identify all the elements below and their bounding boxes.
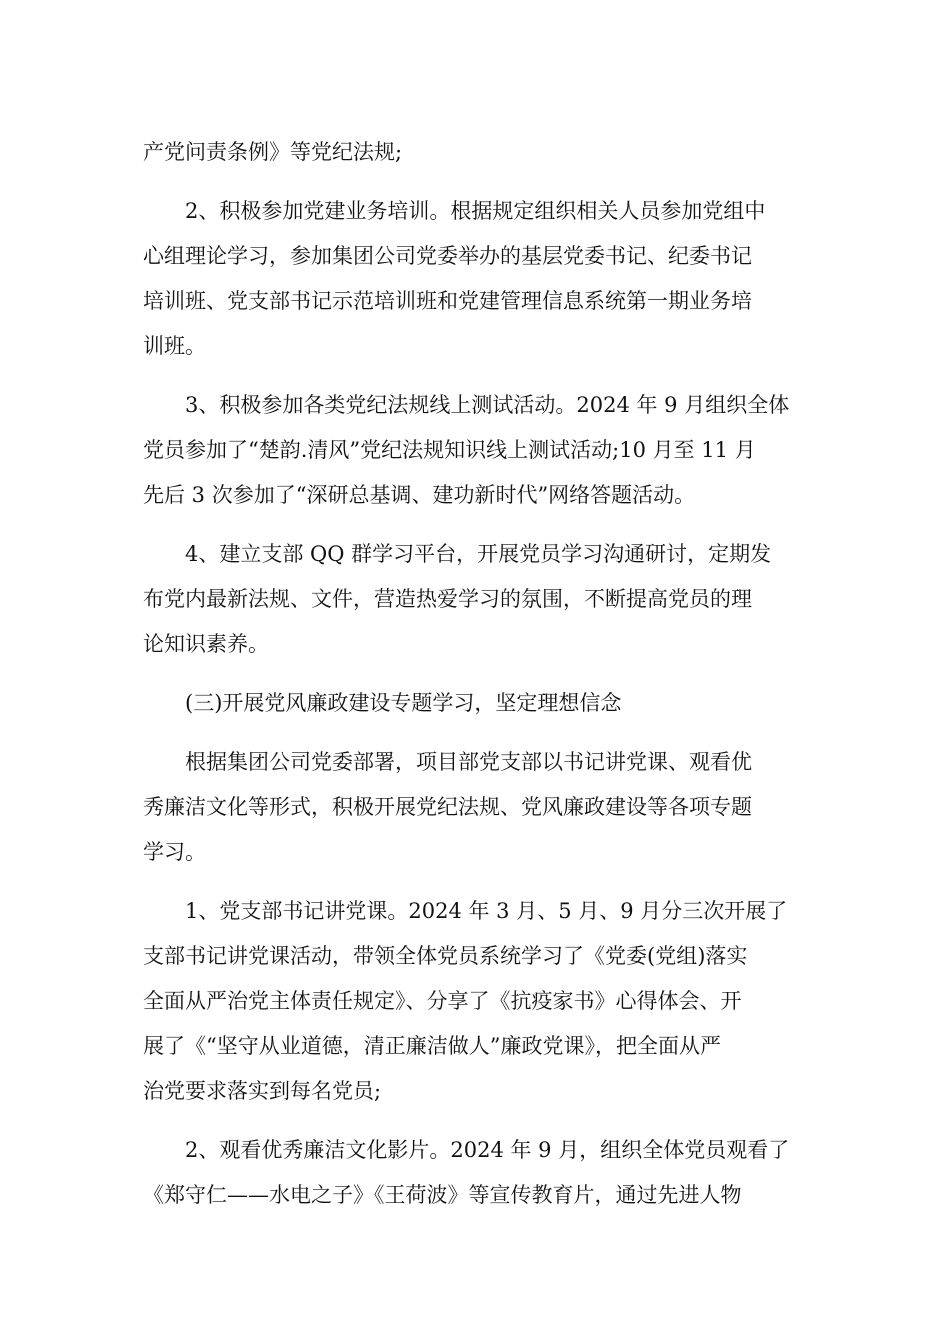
text-line: 展了《“坚守从业道德，清正廉洁做人”廉政党课》，把全面从严 bbox=[143, 1034, 721, 1058]
text-line: 先后 3 次参加了“深研总基调、建功新时代”网络答题活动。 bbox=[143, 483, 696, 507]
paragraph-training bbox=[143, 189, 813, 369]
text-line: 学习。 bbox=[143, 840, 206, 864]
text-line: 2、观看优秀廉洁文化影片。2024 年 9 月，组织全体党员观看了 bbox=[185, 1138, 790, 1162]
text-line: 2、积极参加党建业务培训。根据规定组织相关人员参加党组中 bbox=[185, 199, 766, 223]
text-line: 培训班、党支部书记示范培训班和党建管理信息系统第一期业务培 bbox=[143, 289, 752, 313]
paragraph-deployment bbox=[143, 740, 813, 875]
text-line: 治党要求落实到每名党员; bbox=[143, 1079, 382, 1103]
text-line: 1、党支部书记讲党课。2024 年 3 月、5 月、9 月分三次开展了 bbox=[185, 899, 788, 923]
text-line: 产党问责条例》等党纪法规; bbox=[143, 140, 403, 164]
text-line: 4、建立支部 QQ 群学习平台，开展党员学习沟通研讨，定期发 bbox=[185, 542, 772, 566]
text-line: 论知识素养。 bbox=[143, 632, 269, 656]
paragraph-party-lecture bbox=[143, 889, 813, 1114]
text-line: 3、积极参加各类党纪法规线上测试活动。2024 年 9 月组织全体 bbox=[185, 393, 790, 417]
text-line: 支部书记讲党课活动，带领全体党员系统学习了《党委(党组)落实 bbox=[143, 944, 748, 968]
text-line: 全面从严治党主体责任规定》、分享了《抗疫家书》心得体会、开 bbox=[143, 989, 742, 1013]
paragraph-qq-platform bbox=[143, 532, 813, 667]
text-line: 秀廉洁文化等形式，积极开展党纪法规、党风廉政建设等各项专题 bbox=[143, 795, 752, 819]
paragraph-online-test bbox=[143, 383, 813, 518]
section-heading-text: (三)开展党风廉政建设专题学习，坚定理想信念 bbox=[185, 691, 622, 715]
section-heading bbox=[143, 681, 813, 726]
text-line: 党员参加了“楚韵.清风”党纪法规知识线上测试活动;10 月至 11 月 bbox=[143, 438, 756, 462]
document-body bbox=[143, 130, 813, 1218]
paragraph-continuation bbox=[143, 130, 813, 175]
text-line: 训班。 bbox=[143, 334, 206, 358]
text-line: 根据集团公司党委部署，项目部党支部以书记讲党课、观看优 bbox=[185, 750, 752, 774]
text-line: 布党内最新法规、文件，营造热爱学习的氛围，不断提高党员的理 bbox=[143, 587, 752, 611]
paragraph-films bbox=[143, 1128, 813, 1218]
text-line: 《郑守仁——水电之子》《王荷波》等宣传教育片，通过先进人物 bbox=[143, 1183, 742, 1207]
text-line: 心组理论学习，参加集团公司党委举办的基层党委书记、纪委书记 bbox=[143, 244, 752, 268]
